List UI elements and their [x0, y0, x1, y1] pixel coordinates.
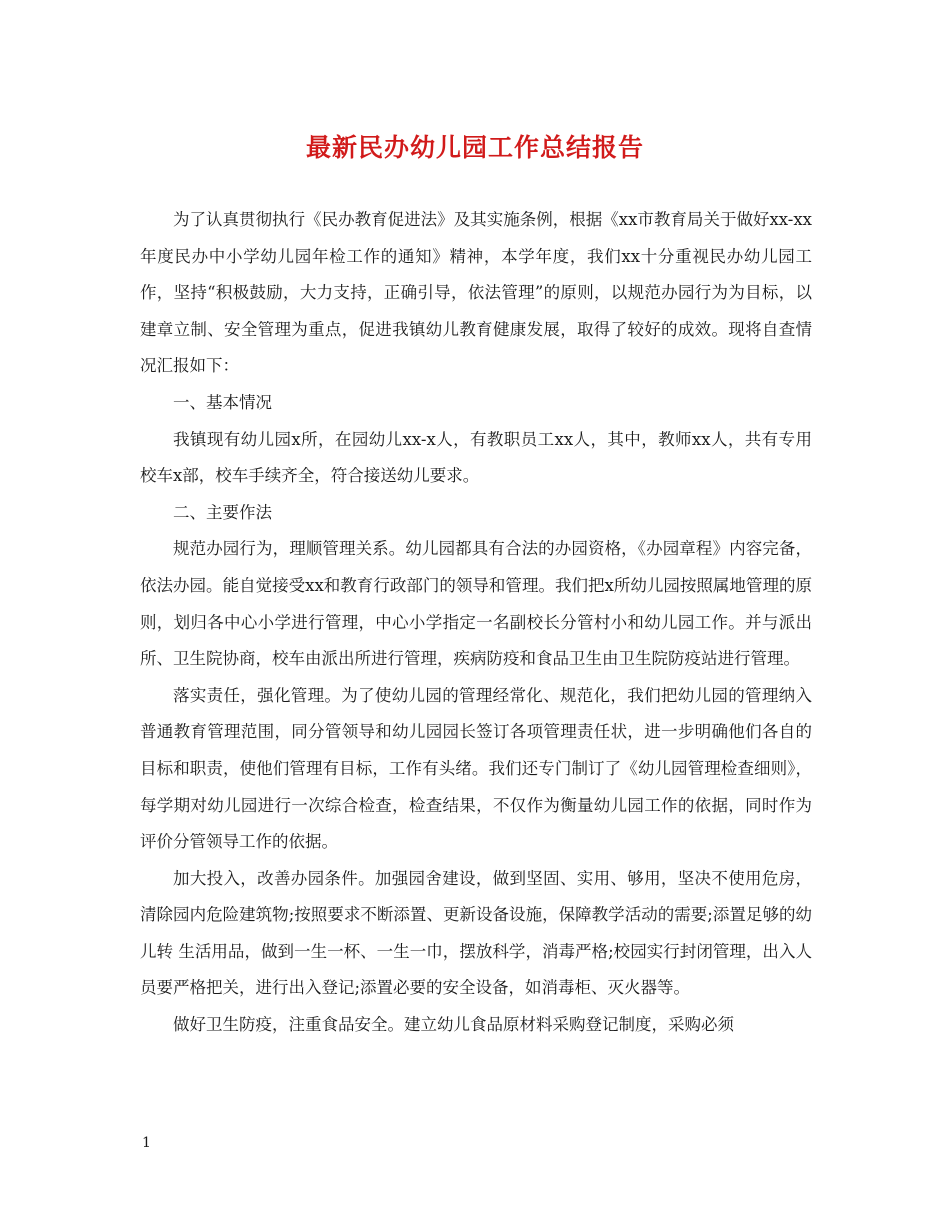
page-number: 1 — [142, 1135, 151, 1151]
document-body — [140, 202, 812, 1044]
paragraph-implement-responsibility: 落实责任，强化管理。为了使幼儿园的管理经常化、规范化，我们把幼儿园的管理纳入普通教育管理范围，同分管领导和幼儿园园长签订各项管理责任状，进一步明确他们各自的目标和职责，使他们管理有目标，工作有头绪。我们还专门制订了《幼儿园管理检查细则》，每学期对幼儿园进行一次综合检查，检查结果，不仅作为衡量幼儿园工作的依据，同时作为评价分管领导工作的依据。 — [140, 685, 812, 852]
paragraph-regulate-management: 规范办园行为，理顺管理关系。幼儿园都具有合法的办园资格，《办园章程》内容完备，依法办园。能自觉接受xx和教育行政部门的领导和管理。我们把x所幼儿园按照属地管理的原则，划归各中心小学进行管理，中心小学指定一名副校长分管村小和幼儿园工作。并与派出所、卫生院协商，校车由派出所进行管理，疾病防疫和食品卫生由卫生院防疫站进行管理。 — [140, 539, 812, 669]
paragraph-increase-investment: 加大投入，改善办园条件。加强园舍建设，做到坚固、实用、够用，坚决不使用危房，清除园内危险建筑物;按照要求不断添置、更新设备设施，保障教学活动的需要;添置足够的幼儿转 生活用品，做到一生一杯、一生一巾，摆放科学，消毒严格;校园实行封闭管理，出入人员要严格把关，进行出入登记;添置必要的安全设备，如消毒柜、灭火器等。 — [140, 868, 812, 998]
document-title: 最新民办幼儿园工作总结报告 — [305, 133, 644, 162]
section-heading-main-practices: 二、主要作法 — [173, 502, 272, 522]
paragraph-health-epidemic: 做好卫生防疫，注重食品安全。建立幼儿食品原材料采购登记制度，采购必须 — [173, 1015, 734, 1035]
paragraph-intro: 为了认真贯彻执行《民办教育促进法》及其实施条例，根据《xx市教育局关于做好xx-xx年度民办中小学幼儿园年检工作的通知》精神，本学年度，我们xx十分重视民办幼儿园工作，坚持“积极鼓励，大力支持，正确引导，依法管理”的原则，以规范办园行为为目标，以建章立制、安全管理为重点，促进我镇幼儿教育健康发展，取得了较好的成效。现将自查情况汇报如下： — [140, 210, 812, 376]
paragraph-basic-situation: 我镇现有幼儿园x所，在园幼儿xx-x人，有教职员工xx人，其中，教师xx人，共有专用校车x部，校车手续齐全，符合接送幼儿要求。 — [140, 429, 812, 486]
section-heading-basic-situation: 一、基本情况 — [173, 392, 272, 412]
